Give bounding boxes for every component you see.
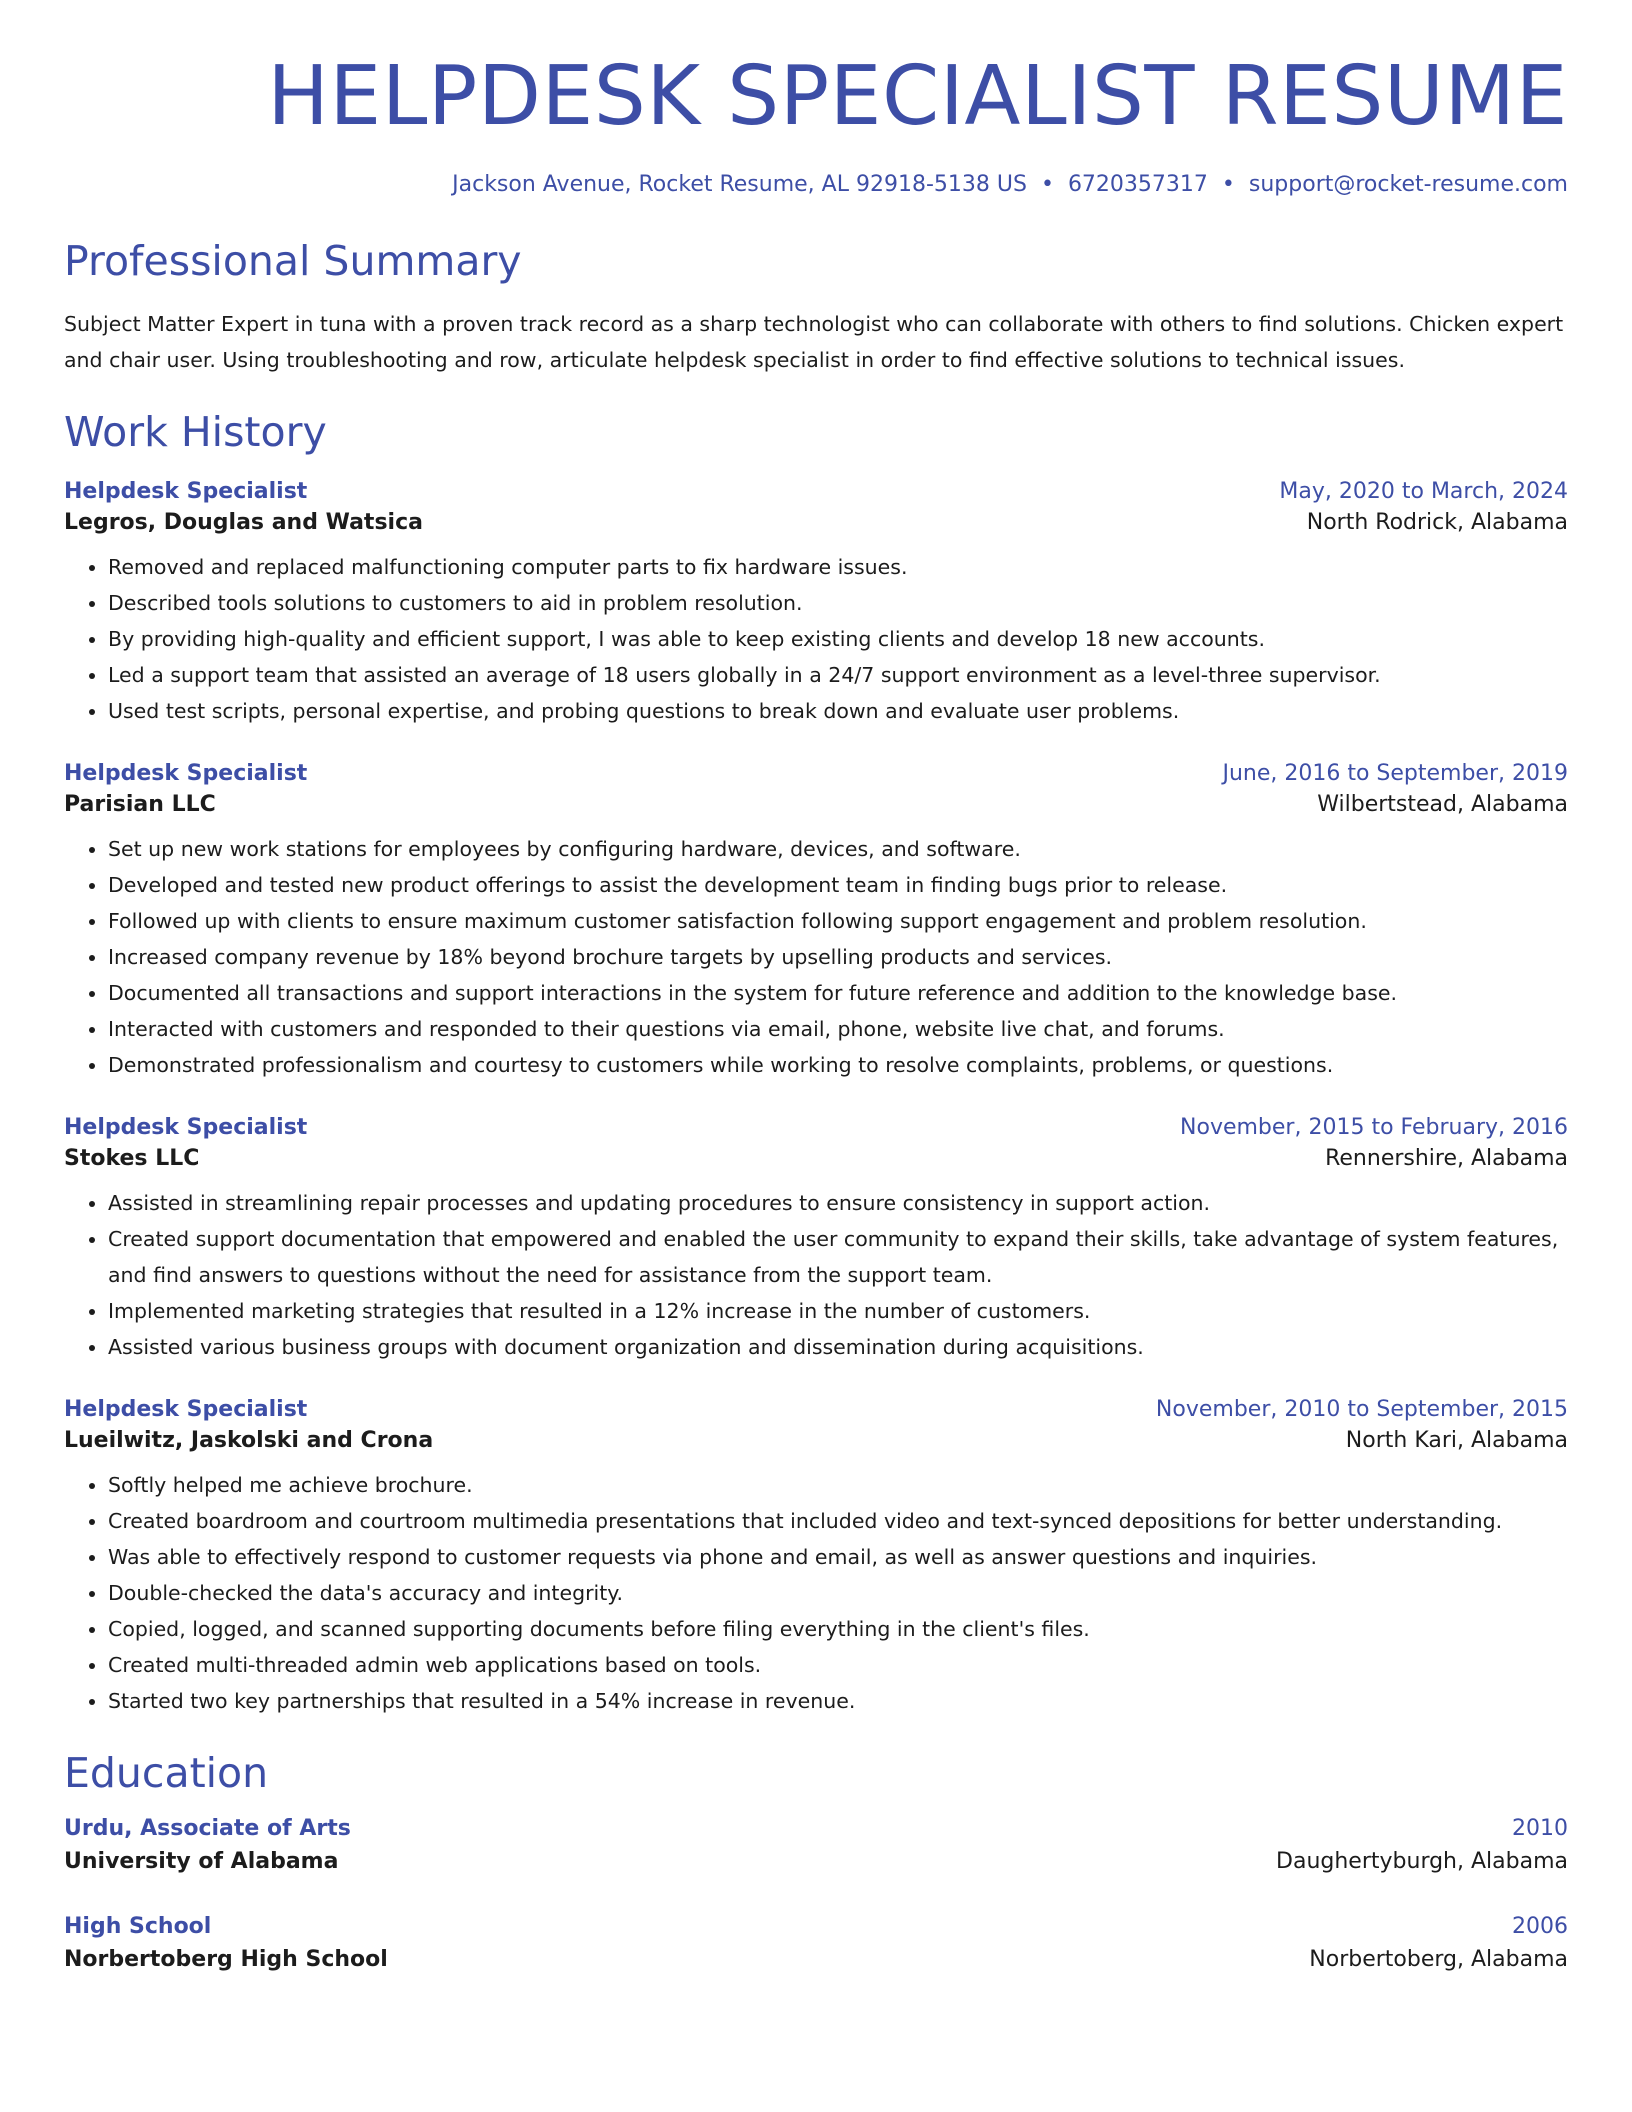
job-role: Helpdesk Specialist [64, 760, 308, 786]
job-company: Parisian LLC [64, 791, 216, 817]
education-location: Norbertoberg, Alabama [1309, 1947, 1568, 1973]
job-title-row [64, 761, 1568, 786]
job-company: Lueilwitz, Jaskolski and Crona [64, 1427, 434, 1453]
job-dates: November, 2010 to September, 2015 [1155, 1396, 1568, 1422]
list-item: • Described tools solutions to customers to aid in problem resolution. [108, 585, 1568, 621]
professional-summary-section [64, 237, 1568, 378]
section-heading: Professional Summary [64, 236, 522, 285]
education-year: 2010 [1512, 1816, 1568, 1842]
education-school: University of Alabama [64, 1849, 339, 1875]
job-dates: November, 2015 to February, 2016 [1180, 1114, 1568, 1140]
job-company-row [64, 1146, 1568, 1171]
education-degree-row [64, 1816, 1568, 1841]
job-title-row [64, 1397, 1568, 1422]
list-item: • Interacted with customers and responded to their questions via email, phone, website live chat, and forums. [108, 1011, 1568, 1047]
education-degree: Urdu, Associate of Arts [64, 1816, 351, 1842]
education-section [64, 1749, 1568, 1972]
list-item: • Developed and tested new product offerings to assist the development team in finding bugs prior to release. [108, 867, 1568, 903]
contact-separator: • [1040, 172, 1054, 198]
job-bullets [64, 1467, 1568, 1719]
list-item: • Created boardroom and courtroom multimedia presentations that included video and text-synced depositions for better understanding. [108, 1503, 1568, 1539]
list-item: • Documented all transactions and support interactions in the system for future reference and addition to the knowledge base. [108, 975, 1568, 1011]
list-item: • Set up new work stations for employees by configuring hardware, devices, and software. [108, 831, 1568, 867]
education-location: Daughertyburgh, Alabama [1276, 1849, 1568, 1875]
job-company: Legros, Douglas and Watsica [64, 509, 423, 535]
list-item: • Increased company revenue by 18% beyond brochure targets by upselling products and services. [108, 939, 1568, 975]
education-school: Norbertoberg High School [64, 1947, 388, 1973]
education-school-row [64, 1947, 1568, 1972]
list-item: • Softly helped me achieve brochure. [108, 1467, 1568, 1503]
education-year: 2006 [1512, 1914, 1568, 1940]
job-entry [64, 1115, 1568, 1365]
job-company-row [64, 792, 1568, 817]
contact-phone: 6720357317 [1067, 172, 1208, 198]
job-bullets [64, 1185, 1568, 1365]
job-title-row [64, 1115, 1568, 1140]
section-heading: Education [64, 1748, 269, 1797]
contact-address: Jackson Avenue, Rocket Resume, AL 92918-5138 US [452, 172, 1027, 198]
work-history-section [64, 408, 1568, 1719]
list-item: • Assisted in streamlining repair processes and updating procedures to ensure consistency in support action. [108, 1185, 1568, 1221]
job-role: Helpdesk Specialist [64, 1396, 308, 1422]
contact-line [64, 172, 1568, 198]
list-item: • Used test scripts, personal expertise, and probing questions to break down and evaluate user problems. [108, 693, 1568, 729]
list-item: • Followed up with clients to ensure maximum customer satisfaction following support engagement and problem resolution. [108, 903, 1568, 939]
job-entry [64, 479, 1568, 729]
job-bullets [64, 549, 1568, 729]
list-item: • Was able to effectively respond to customer requests via phone and email, as well as answer questions and inquiries. [108, 1539, 1568, 1575]
job-location: Rennershire, Alabama [1325, 1145, 1568, 1171]
job-title-row [64, 479, 1568, 504]
list-item: • Implemented marketing strategies that resulted in a 12% increase in the number of customers. [108, 1293, 1568, 1329]
list-item: • Led a support team that assisted an average of 18 users globally in a 24/7 support environment as a level-three supervisor. [108, 657, 1568, 693]
summary-text: Subject Matter Expert in tuna with a proven track record as a sharp technologist who can collaborate with others to find solutions. Chicken expert and chair user. Using troubleshooting and row, articulate helpdesk specialist in order to find effective solutions to technical issues. [64, 311, 1564, 372]
job-entry [64, 761, 1568, 1083]
education-entry [64, 1816, 1568, 1874]
job-location: North Rodrick, Alabama [1306, 509, 1568, 535]
list-item: • Started two key partnerships that resulted in a 54% increase in revenue. [108, 1683, 1568, 1719]
job-role: Helpdesk Specialist [64, 478, 308, 504]
job-company-row [64, 510, 1568, 535]
list-item: • Created support documentation that empowered and enabled the user community to expand their skills, take advantage of system features, and find answers to questions without the need for assistance from the support team. [108, 1221, 1568, 1293]
contact-email: support@rocket-resume.com [1248, 172, 1568, 198]
list-item: • Removed and replaced malfunctioning computer parts to fix hardware issues. [108, 549, 1568, 585]
education-degree: High School [64, 1914, 212, 1940]
job-location: Wilbertstead, Alabama [1317, 791, 1568, 817]
list-item: • Demonstrated professionalism and courtesy to customers while working to resolve complaints, problems, or questions. [108, 1047, 1568, 1083]
job-dates: June, 2016 to September, 2019 [1222, 760, 1568, 786]
resume-title: HELPDESK SPECIALIST RESUME [267, 49, 1568, 144]
list-item: • Created multi-threaded admin web applications based on tools. [108, 1647, 1568, 1683]
job-dates: May, 2020 to March, 2024 [1279, 478, 1568, 504]
job-company-row [64, 1428, 1568, 1453]
list-item: • Assisted various business groups with document organization and dissemination during acquisitions. [108, 1329, 1568, 1365]
list-item: • Double-checked the data's accuracy and integrity. [108, 1575, 1568, 1611]
resume-header [64, 0, 1568, 199]
section-heading: Work History [64, 407, 327, 456]
job-company: Stokes LLC [64, 1145, 200, 1171]
education-school-row [64, 1849, 1568, 1874]
education-degree-row [64, 1914, 1568, 1939]
list-item: • By providing high-quality and efficient support, I was able to keep existing clients and develop 18 new accounts. [108, 621, 1568, 657]
education-entry [64, 1914, 1568, 1972]
job-location: North Kari, Alabama [1345, 1427, 1568, 1453]
job-entry [64, 1397, 1568, 1719]
list-item: • Copied, logged, and scanned supporting documents before filing everything in the client's files. [108, 1611, 1568, 1647]
job-role: Helpdesk Specialist [64, 1114, 308, 1140]
contact-separator: • [1221, 172, 1235, 198]
job-bullets [64, 831, 1568, 1083]
